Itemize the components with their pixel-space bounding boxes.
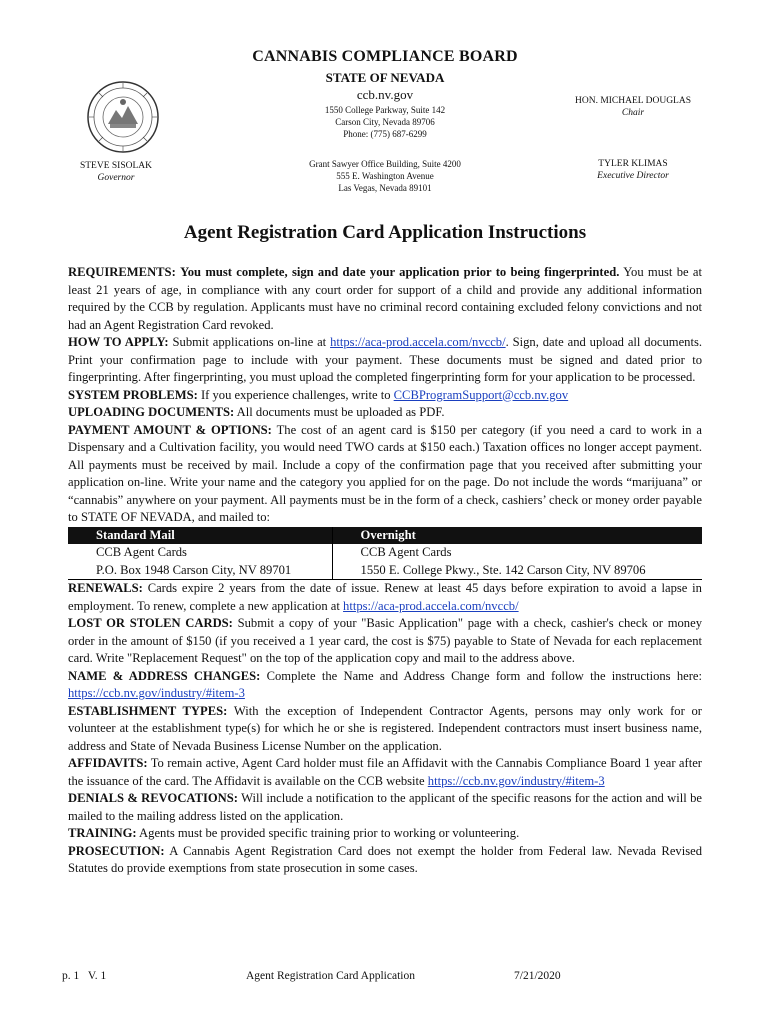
mailing-address-table xyxy=(68,527,702,581)
governor-name: STEVE SISOLAK xyxy=(79,161,153,171)
carson-address: 1550 College Parkway, Suite 142 Carson City, Nevada 89706 Phone: (775) 687-6299 xyxy=(324,105,446,139)
training-section: TRAINING: Agents must be provided specific training prior to working or volunteering. xyxy=(68,826,520,840)
lost-cards-section: LOST OR STOLEN CARDS: Submit a copy of your "Basic Application" page with a check, cashier's check or money order in the amount of $150 (if you received a 1 year card, the cost is $75) payable to State of Nevada for each replacement card. Write "Replacement Request" on the top of the application copy and mail to the address above. xyxy=(68,616,702,665)
director-name: TYLER KLIMAS xyxy=(598,159,668,169)
board-name: CANNABIS COMPLIANCE BOARD xyxy=(252,48,518,65)
table-header-cell: Standard Mail xyxy=(68,527,332,545)
table-header-row xyxy=(68,527,702,545)
chair-block xyxy=(560,95,706,119)
chair-title: Chair xyxy=(621,108,645,118)
chair-name: HON. MICHAEL DOUGLAS xyxy=(574,96,692,106)
footer-date: 7/21/2020 xyxy=(514,970,561,982)
requirements-section: REQUIREMENTS: You must complete, sign and date your application prior to being fingerprinted. You must be at least 21 years of age, in compliance with any court order for support of a child and provide any additional information required by the CCB by regulation. Applicants must have no criminal record containing excluded felony convictions and not had an Agent Registration Card revoked. xyxy=(68,265,702,332)
table-header-cell: Overnight xyxy=(332,527,702,545)
renewals-section: RENEWALS: Cards expire 2 years from the date of issue. Renew at least 45 days before expiration to avoid a lapse in employment. To renew, complete a new application at https://aca-prod.accela.com/nvccb/ xyxy=(68,581,702,613)
vegas-address: Grant Sawyer Office Building, Suite 4200 555 E. Washington Avenue Las Vegas, Nevada 89101 xyxy=(309,159,461,193)
table-row xyxy=(68,544,702,562)
table-cell: CCB Agent Cards xyxy=(332,544,702,562)
website: ccb.nv.gov xyxy=(356,87,414,102)
state-name: STATE OF NEVADA xyxy=(325,70,445,85)
prosecution-section: PROSECUTION: A Cannabis Agent Registration Card does not exempt the holder from Federal law. Nevada Revised Statutes do provide exemptions from state prosecution in some cases. xyxy=(68,843,702,875)
uploading-section: UPLOADING DOCUMENTS: All documents must be uploaded as PDF. xyxy=(68,405,445,419)
affidavits-section: AFFIDAVITS: To remain active, Agent Card holder must file an Affidavit with the Cannabis Compliance Board 1 year after the issuance of the card. The Affidavit is available on the CCB website https://ccb.nv.gov/industry/#item-3 xyxy=(68,756,703,788)
page-number: p. 1 V. 1 xyxy=(62,970,107,982)
table-cell: P.O. Box 1948 Carson City, NV 89701 xyxy=(68,562,332,580)
system-problems-section: SYSTEM PROBLEMS: If you experience challenges, write to CCBProgramSupport@ccb.nv.gov xyxy=(68,387,569,402)
support-email-link[interactable]: CCBProgramSupport@ccb.nv.gov xyxy=(393,387,569,402)
payment-section: PAYMENT AMOUNT & OPTIONS: The cost of an agent card is $150 per category (if you need a card to work in a Dispensary and a Cultivation facility, you would need TWO cards at $150 each.) Taxation offices no longer accept payment. All payments must be received by mail. Include a copy of the confirmation page that you received after submitting your application on-line. Write your name and the category you applied for on the page. Do not include the words “marijuana” or “cannabis” anywhere on your payment. All payments must be in the form of a check, cashiers’ check or money order payable to STATE OF NEVADA, and mailed to: xyxy=(68,422,702,524)
application-link[interactable]: https://aca-prod.accela.com/nvccb/ xyxy=(330,335,506,349)
renewal-link[interactable]: https://aca-prod.accela.com/nvccb/ xyxy=(343,598,519,613)
affidavit-link[interactable]: https://ccb.nv.gov/industry/#item-3 xyxy=(427,773,605,788)
version: V. 1 xyxy=(87,970,107,982)
name-change-section: NAME & ADDRESS CHANGES: Complete the Name and Address Change form and follow the instructions here: https://ccb.nv.gov/industry/#item-3 xyxy=(68,668,702,700)
governor-title: Governor xyxy=(97,173,135,183)
footer-doc-name: Agent Registration Card Application xyxy=(246,970,415,982)
name-change-link[interactable]: https://ccb.nv.gov/industry/#item-3 xyxy=(68,686,245,700)
table-row xyxy=(68,562,702,580)
denials-section: DENIALS & REVOCATIONS: Will include a notification to the applicant of the specific reasons for the action and will be mailed to the mailing address listed on the application. xyxy=(68,791,702,823)
director-block xyxy=(560,158,706,182)
table-cell: CCB Agent Cards xyxy=(96,545,187,559)
state-seal-icon xyxy=(86,80,160,154)
how-to-apply-section: HOW TO APPLY: Submit applications on-line at https://aca-prod.accela.com/nvccb/. Sign, date and upload all documents. Print your confirmation page to include with your payment. These documents must be signed and dated prior to fingerprinting. After fingerprinting, you must upload the completed fingerprinting form for your application to be processed. xyxy=(68,335,703,384)
instructions-body xyxy=(68,264,702,878)
establishment-section: ESTABLISHMENT TYPES: With the exception of Independent Contractor Agents, persons may only work for or volunteer at the establishment type(s) for which he or she is registered. Independent contractors must insert business name, address and State of Nevada Business License Number on the application. xyxy=(68,703,702,753)
table-cell: 1550 E. College Pkwy., Ste. 142 Carson City, NV 89706 xyxy=(332,562,702,580)
director-title: Executive Director xyxy=(597,171,669,181)
page-title: Agent Registration Card Application Instructions xyxy=(183,222,587,243)
governor-block xyxy=(68,160,164,184)
